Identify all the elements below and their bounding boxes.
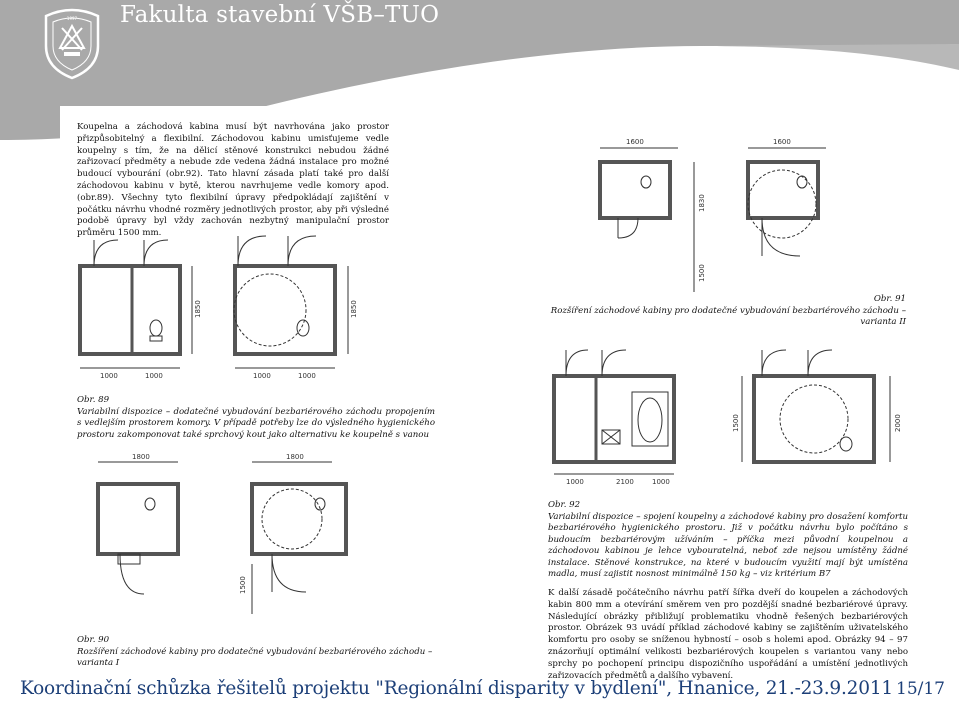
fig89-dim-6: 1850 <box>350 300 358 318</box>
fig89-dim-3: 1000 <box>253 372 271 380</box>
fig89-caption <box>77 395 435 441</box>
fig90-dim-1: 1800 <box>132 454 150 461</box>
fig89-drawing <box>70 226 370 386</box>
fig90-caption-text: Rozšíření záchodové kabiny pro dodatečné vybudování bezbariérového záchodu – varianta I <box>77 646 433 668</box>
fig91-drawing <box>558 122 898 294</box>
closing-paragraph <box>548 588 908 682</box>
fig91-dim-2: 1600 <box>773 138 791 146</box>
fig90-caption <box>77 635 447 670</box>
fig89-dim-2: 1000 <box>145 372 163 380</box>
header-title: Fakulta stavební VŠB–TUO <box>120 2 440 28</box>
document-scan <box>60 106 913 681</box>
closing-paragraph-text: K další zásadě počátečního návrhu patří šířka dveří do koupelen a záchodových kabin 800 mm a otevírání směrem ven pro pozdější snadné bezbariérové úpravy. Následující obrázky přibližují problematiku vhodně řešených bezbariérových prostor. Obrázek 93 uvádí příklad záchodové kabiny se zajištěním uživatelského komfortu pro osoby se sníženou hybností – osob s holemi apod. Obrázky 94 – 97 znázorňují optimální velikosti bezbariérových koupelen s variantou vany nebo sprchy po pochopení principu dispozičního uspořádání a umístění jednotlivých zařizovacích předmětů a dalšího vybavení. <box>548 588 908 681</box>
fig91-caption <box>546 294 906 329</box>
logo-year: 1997 <box>66 16 78 21</box>
fig91-dim-3: 1830 <box>698 194 706 212</box>
fig91-caption-text: Rozšíření záchodové kabiny pro dodatečné vybudování bezbariérového záchodu – varianta II <box>550 305 906 327</box>
fig89-dim-1: 1000 <box>100 372 118 380</box>
fig92-dim-1: 1000 <box>566 478 584 486</box>
fig89-caption-text: Variabilní dispozice – dodatečné vybudování bezbariérového záchodu propojením s vedlejším prostorem komory. V případě potřeby lze do výsledného hygienického prostoru zakomponovat také sprchový kout jako alternativu ke koupelně s vanou <box>77 406 435 440</box>
fig92-caption <box>548 500 908 581</box>
fig90-drawing <box>80 454 380 634</box>
fig90-dim-2: 1800 <box>286 454 304 461</box>
fig89-dim-5: 1850 <box>194 300 202 318</box>
fig89-number: Obr. 89 <box>77 395 110 405</box>
faculty-crest-icon <box>40 6 104 82</box>
footer-text: Koordinační schůzka řešitelů projektu "Regionální disparity v bydlení", Hnanice, 21.-23.9.2011 <box>20 678 893 699</box>
fig91-dim-1: 1600 <box>626 138 644 146</box>
fig92-dim-5: 2000 <box>894 414 902 432</box>
fig89-dim-4: 1000 <box>298 372 316 380</box>
fig92-dim-2: 2100 <box>616 478 634 486</box>
fig92-dim-4: 1500 <box>732 414 740 432</box>
fig92-drawing <box>546 336 906 486</box>
fig90-dim-3: 1500 <box>239 576 247 594</box>
fig92-dim-3: 1000 <box>652 478 670 486</box>
intro-paragraph <box>77 122 389 240</box>
intro-paragraph-text: Koupelna a záchodová kabina musí být navrhována jako prostor přizpůsobitelný a flexibilní. Záchodovou kabinu umisťujeme vedle koupelny s tím, že na dělicí stěnové konstrukci nebudou žádné zařizovací předměty a nebude zde vedena žádná instalace pro možné budoucí vybourání (obr.92). Tato hlavní zásada platí také pro další záchodovou kabinu v bytě, kterou navrhujeme vedle komory apod. (obr.89). Všechny tyto flexibilní úpravy předpokládají zajištění v počátku návrhu vhodné rozměry jednotlivých prostor, aby při výsledné podobě úpravy byl vždy zachován nezbytný manipulační prostor průměru 1500 mm. <box>77 122 389 239</box>
fig90-number: Obr. 90 <box>77 635 110 645</box>
fig91-dim-4: 1500 <box>698 264 706 282</box>
page-number: 15/17 <box>896 679 945 699</box>
fig92-caption-text: Variabilní dispozice – spojení koupelny a záchodové kabiny pro dosažení komfortu bezbariérového hygienického prostoru. Již v počátku návrhu bylo počítáno s budoucím bezbariérovým užíváním – příčka mezi původní koupelnou a záchodovou kabinou je lehce vybouratelná, neboť zde nejsou umístěny žádné instalace. Stěnové konstrukce, na které v budoucím využití mají být umístěna madla, musí zajistit nosnost minimálně 150 kg – viz kritérium B7 <box>548 511 908 579</box>
fig91-number: Obr. 91 <box>873 294 906 304</box>
fig92-number: Obr. 92 <box>548 500 581 510</box>
